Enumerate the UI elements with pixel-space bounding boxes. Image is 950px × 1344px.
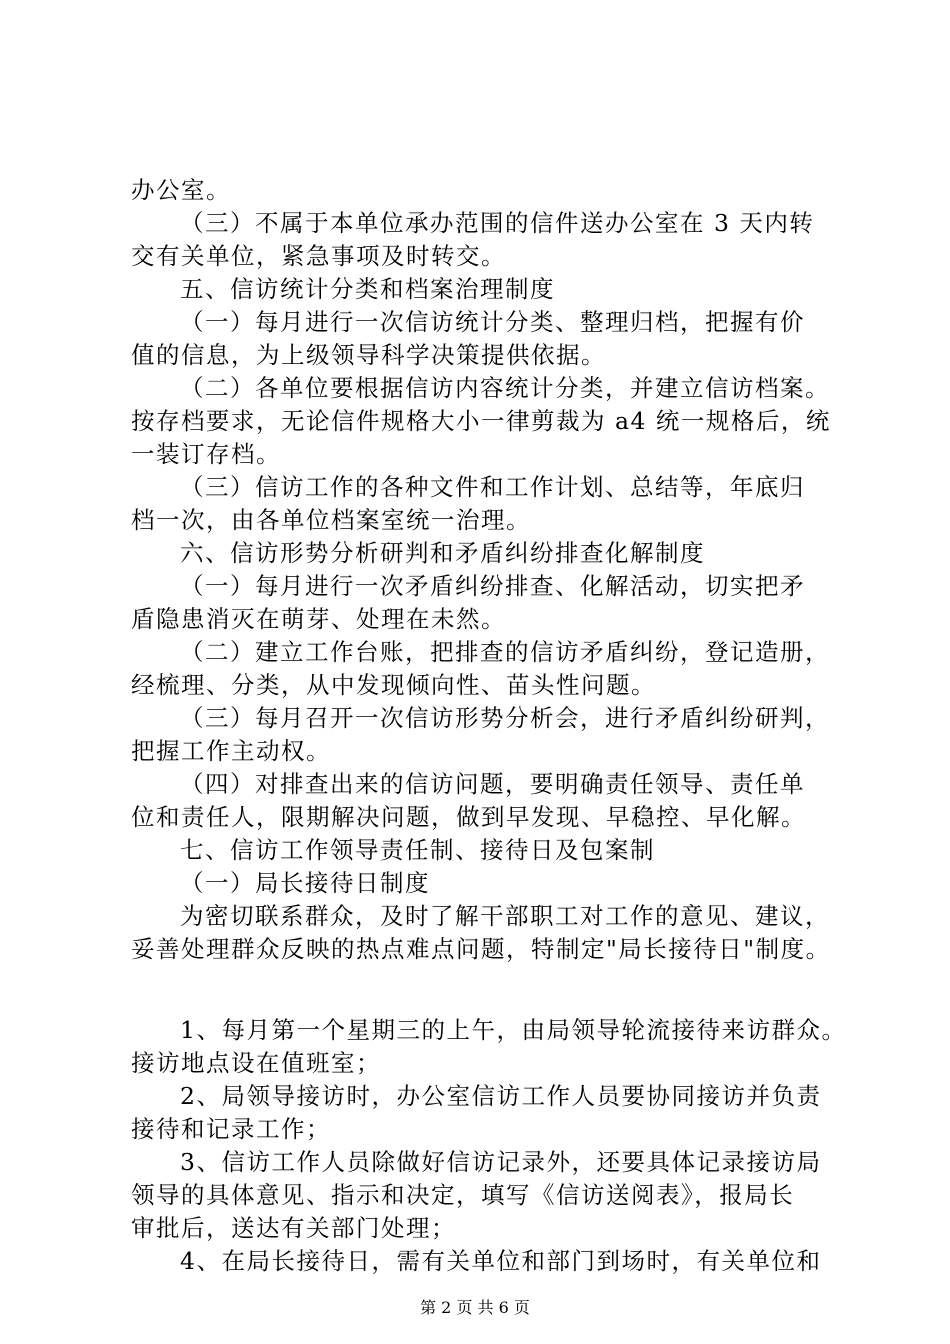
text-line: 1、每月第一个星期三的上午，由局领导轮流接待来访群众。: [180, 1016, 847, 1044]
text-line: 接待和记录工作；: [131, 1115, 331, 1143]
text-line: 接访地点设在值班室；: [131, 1049, 381, 1077]
text-line: 2、局领导接访时，办公室信访工作人员要协同接访并负责: [180, 1082, 822, 1110]
section-heading: 七、信访工作领导责任制、接待日及包案制: [180, 836, 655, 864]
text-line: 交有关单位，紧急事项及时转交。: [131, 242, 506, 270]
text-line: 位和责任人，限期解决问题，做到早发现、早稳控、早化解。: [131, 803, 806, 831]
text-line: 值的信息，为上级领导科学决策提供依据。: [131, 341, 606, 369]
text-line: 按存档要求，无论信件规格大小一律剪裁为 a4 统一规格后，统: [131, 407, 831, 435]
text-line: 把握工作主动权。: [131, 737, 331, 765]
subsection-heading: （一）局长接待日制度: [180, 869, 430, 897]
text-line: 盾隐患消灭在萌芽、处理在未然。: [131, 605, 506, 633]
text-line: （三）每月召开一次信访形势分析会，进行矛盾纠纷研判，: [180, 704, 830, 732]
section-heading: 五、信访统计分类和档案治理制度: [180, 275, 555, 303]
text-line: 办公室。: [131, 176, 231, 204]
text-line: 为密切联系群众，及时了解干部职工对工作的意见、建议，: [180, 902, 830, 930]
text-line: （三）不属于本单位承办范围的信件送办公室在 3 天内转: [180, 209, 815, 237]
text-line: （四）对排查出来的信访问题，要明确责任领导、责任单: [180, 770, 805, 798]
page-footer: 第 2 页 共 6 页: [420, 1298, 530, 1317]
text-line: （二）各单位要根据信访内容统计分类，并建立信访档案。: [180, 374, 830, 402]
text-line: （一）每月进行一次矛盾纠纷排查、化解活动，切实把矛: [180, 572, 805, 600]
text-line: 领导的具体意见、指示和决定，填写《信访送阅表》，报局长: [131, 1181, 795, 1209]
text-line: （一）每月进行一次信访统计分类、整理归档，把握有价: [180, 308, 805, 336]
text-line: （三）信访工作的各种文件和工作计划、总结等，年底归: [180, 473, 805, 501]
text-line: 4、在局长接待日，需有关单位和部门到场时，有关单位和: [180, 1247, 822, 1275]
text-line: 3、信访工作人员除做好信访记录外，还要具体记录接访局: [180, 1148, 822, 1176]
text-line: 一装订存档。: [131, 440, 281, 468]
text-line: 审批后，送达有关部门处理；: [131, 1214, 456, 1242]
text-line: 经梳理、分类，从中发现倾向性、苗头性问题。: [131, 671, 656, 699]
text-line: 档一次，由各单位档案室统一治理。: [131, 506, 531, 534]
section-heading: 六、信访形势分析研判和矛盾纠纷排查化解制度: [180, 539, 705, 567]
text-line: （二）建立工作台账，把排查的信访矛盾纠纷，登记造册，: [180, 638, 830, 666]
text-line: 妥善处理群众反映的热点难点问题，特制定"局长接待日"制度。: [131, 935, 831, 963]
